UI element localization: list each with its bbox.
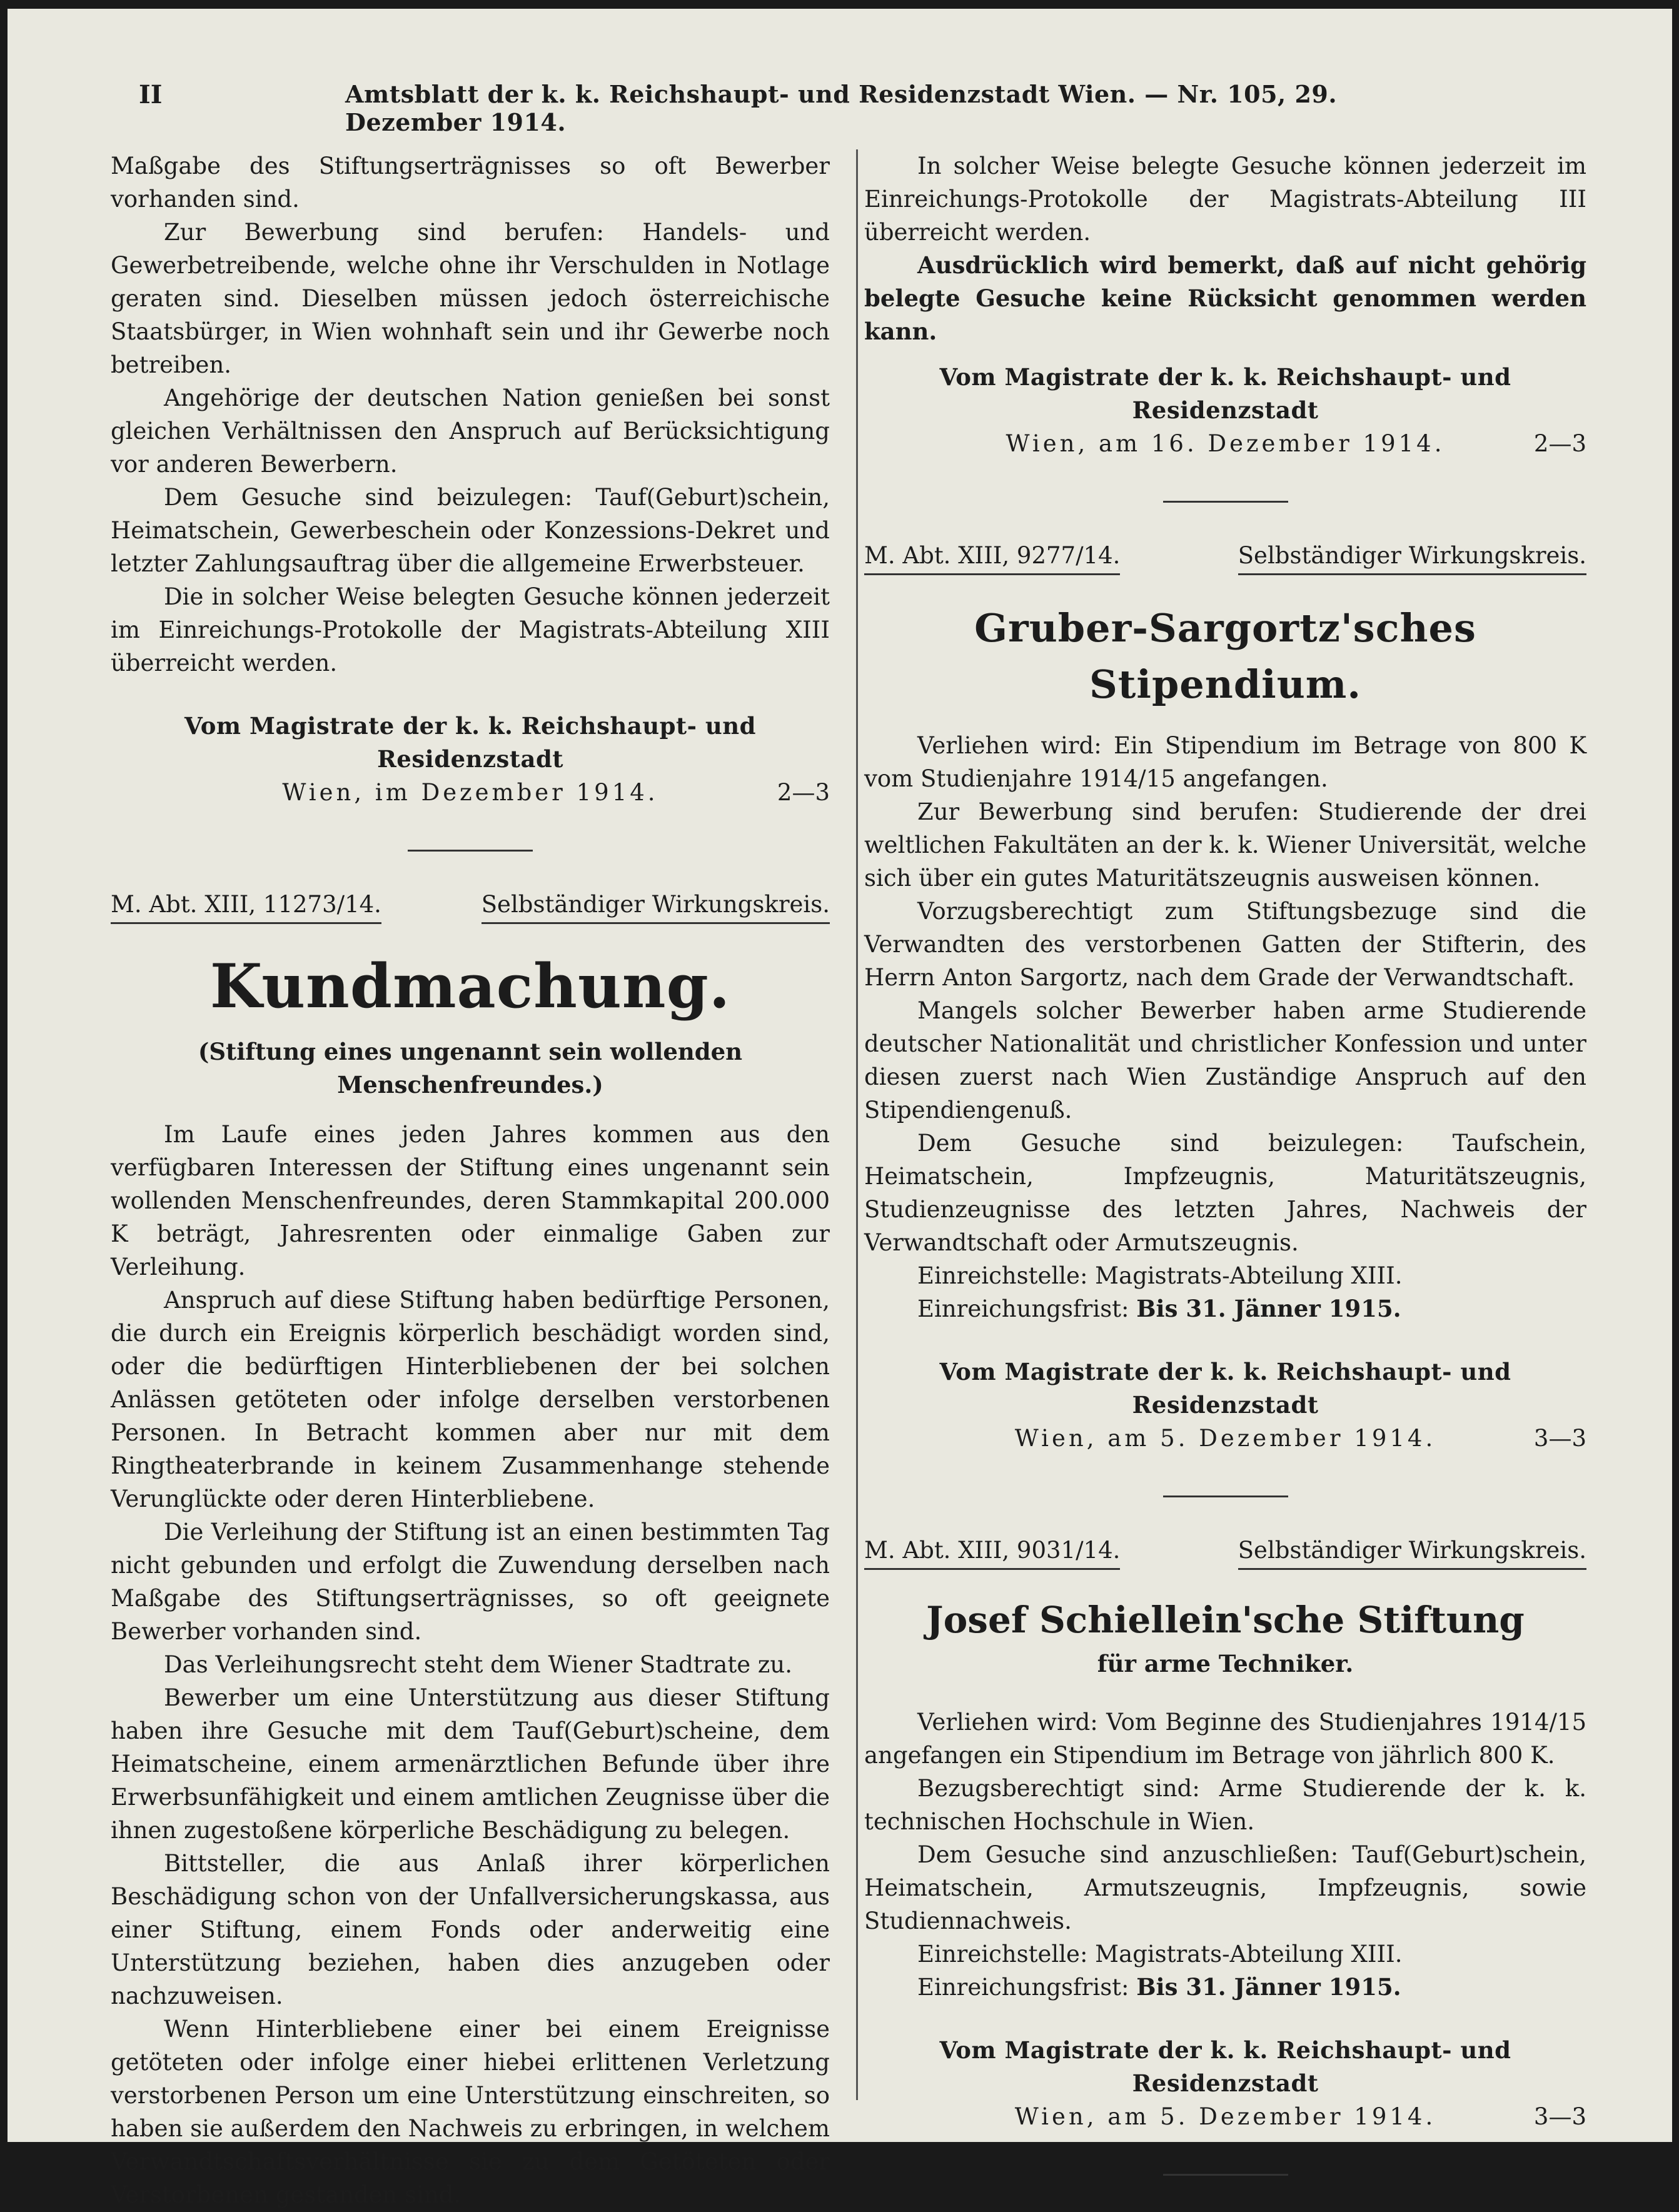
place-date: Wien, im Dezember 1914. (282, 779, 658, 806)
paragraph: Mangels solcher Bewerber haben arme Studierende deutscher Nationalität und christlicher Konfession und unter diesen zuerst nach Wien Zuständige Anspruch auf den Stipendiengenuß. (864, 997, 1586, 1124)
paragraph: Dem Gesuche sind beizulegen: Taufschein, Heimatschein, Impfzeugnis, Maturitätszeugnis, Studienzeugnisse des letzten Jahres, Nachweis der Verwandtschaft oder Armutszeugnis. (864, 1130, 1586, 1256)
signature-place (111, 776, 830, 811)
place-date: Wien, am 5. Dezember 1914. (1014, 2103, 1436, 2130)
paragraph: Zur Bewerbung sind berufen: Studierende der drei weltlichen Fakultäten an der k. k. Wiener Universität, welche sich über ein gutes Maturitätszeugnis ausweisen können. (864, 798, 1586, 892)
right-column (864, 149, 1586, 2212)
separator (1163, 1496, 1288, 1497)
notice-title: Kundmachung. (209, 951, 731, 1022)
paragraph: In solcher Weise belegte Gesuche können jederzeit im Einreichungs-Protokolle der Magistrats-Abteilung III überreicht werden. (864, 153, 1586, 246)
paragraph: Bewerber um eine Unterstützung aus dieser Stiftung haben ihre Gesuche mit dem Tauf(Geburt)scheine, dem Heimatscheine, einem armenärztlichen Befunde über ihre Erwerbsunfähigkeit und einem amtlichen Zeugnisse über die ihnen zugestoßene körperliche Beschädigung zu belegen. (111, 1684, 830, 1844)
signature-line: Vom Magistrate der k. k. Reichshaupt- und Residenzstadt (939, 1358, 1511, 1419)
scope-label: Selbständiger Wirkungskreis. (482, 888, 830, 924)
paragraph: Einreichstelle: Magistrats-Abteilung XIII. (917, 1941, 1403, 1968)
separator (1163, 501, 1288, 503)
signature-line: Vom Magistrate der k. k. Reichshaupt- und Residenzstadt (184, 712, 757, 773)
paragraph: Dem Gesuche sind anzuschließen: Tauf(Geburt)schein, Heimatschein, Armutszeugnis, Impfzeugnis, sowie Studiennachweis. (864, 1841, 1586, 1934)
column-rule (856, 149, 858, 2100)
separator (408, 850, 533, 852)
scope-label: Selbständiger Wirkungskreis. (1238, 539, 1586, 575)
deadline-label: Einreichungsfrist: (917, 1974, 1129, 2001)
deadline-date: Bis 31. Jänner 1915. (1136, 1973, 1401, 2001)
signature-line: Vom Magistrate der k. k. Reichshaupt- und Residenzstadt (939, 2036, 1511, 2097)
paragraph: Die in solcher Weise belegten Gesuche können jederzeit im Einreichungs-Protokolle der Magistrats-Abteilung XIII überreicht werden. (111, 583, 830, 676)
paragraph-bold: Ausdrücklich wird bemerkt, daß auf nicht gehörig belegte Gesuche keine Rücksicht genommen werden kann. (864, 251, 1586, 345)
deadline-label: Einreichungsfrist: (917, 1295, 1129, 1322)
notice-refline (111, 888, 830, 924)
file-number: M. Abt. XIII, 9031/14. (864, 1534, 1120, 1570)
left-column (111, 149, 830, 2211)
signature-place (864, 1422, 1586, 1457)
paragraph: Maßgabe des Stiftungserträgnisses so oft Bewerber vorhanden sind. (111, 153, 830, 213)
notice-title: Josef Schiellein'sche Stiftung (926, 1599, 1525, 1641)
deadline-paragraph (864, 1292, 1586, 1325)
issue-ref: 3—3 (1533, 2103, 1586, 2130)
paragraph: Zur Bewerbung sind berufen: Handels- und Gewerbetreibende, welche ohne ihr Verschulden in Notlage geraten sind. Dieselben müssen jedoch österreichische Staatsbürger, in Wien wohnhaft sein und ihr Gewerbe noch betreiben. (111, 219, 830, 378)
signature-place (864, 427, 1586, 462)
paragraph: Dem Gesuche sind beizulegen: Tauf(Geburt)schein, Heimatschein, Gewerbeschein oder Konzessions-Dekret und letzter Zahlungsauftrag über die allgemeine Erwerbsteuer. (111, 484, 830, 577)
paragraph: Bezugsberechtigt sind: Arme Studierende der k. k. technischen Hochschule in Wien. (864, 1775, 1586, 1835)
deadline-paragraph (864, 1971, 1586, 2004)
paragraph: Im Laufe eines jeden Jahres kommen aus den verfügbaren Interessen der Stiftung eines ungenannt sein wollenden Menschenfreundes, deren Stammkapital 200.000 K beträgt, Jahresrenten oder einmalige Gaben zur Verleihung. (111, 1121, 830, 1280)
notice-title: Gruber-Sargortz'sches Stipendium. (974, 605, 1476, 707)
place-date: Wien, am 16. Dezember 1914. (1006, 430, 1445, 457)
paragraph: Angehörige der deutschen Nation genießen bei sonst gleichen Verhältnissen den Anspruch auf Berücksichtigung vor anderen Bewerbern. (111, 385, 830, 478)
newspaper-page (8, 9, 1672, 2208)
notice-refline (864, 1534, 1586, 1570)
paragraph: Verliehen wird: Vom Beginne des Studienjahres 1914/15 angefangen ein Stipendium im Betrage von jährlich 800 K. (864, 1709, 1586, 1769)
file-number: M. Abt. XIII, 9277/14. (864, 539, 1120, 575)
paragraph: Anspruch auf diese Stiftung haben bedürftige Personen, die durch ein Ereignis körperlich beschädigt worden sind, oder die bedürftigen Hinterbliebenen der bei solchen Anlässen getöteten oder infolge derselben verstorbenen Personen. In Betracht kommen aber nur mit dem Ringtheaterbrande in keinem Zusammenhange stehende Verunglückte oder deren Hinterbliebene. (111, 1287, 830, 1512)
page-header (133, 76, 1371, 136)
issue-ref: 2—3 (777, 779, 830, 806)
notice-refline (864, 539, 1586, 575)
header-title: Amtsblatt der k. k. Reichshaupt- und Residenzstadt Wien. — Nr. 105, 29. Dezember 1914. (345, 80, 1338, 136)
notice-subtitle: (Stiftung eines ungenannt sein wollenden Menschenfreundes.) (198, 1038, 743, 1098)
file-number: M. Abt. XIII, 11273/14. (111, 888, 381, 924)
paragraph: Die Verleihung der Stiftung ist an einen bestimmten Tag nicht gebunden und erfolgt die Zuwendung derselben nach Maßgabe des Stiftungserträgnisses, so oft geeignete Bewerber vorhanden sind. (111, 1519, 830, 1645)
paragraph: Wenn Hinterbliebene einer bei einem Ereignisse getöteten oder infolge einer hiebei erlittenen Verletzung verstorbenen Person um eine Unterstützung einschreiten, so haben sie außerdem den Nachweis zu erbringen, in welchem Verwandtschaftsverhältnisse sie zu dem Getöteten oder Verstorbenen gestanden sind. (111, 2016, 830, 2208)
issue-ref: 2—3 (1533, 430, 1586, 457)
deadline-date: Bis 31. Jänner 1915. (1136, 1295, 1401, 1322)
notice-subtitle: für arme Techniker. (1097, 1650, 1354, 1677)
paragraph: Das Verleihungsrecht steht dem Wiener Stadtrate zu. (164, 1651, 792, 1678)
page-number: II (139, 80, 163, 109)
paragraph: Einreichstelle: Magistrats-Abteilung XIII. (917, 1262, 1403, 1289)
scope-label: Selbständiger Wirkungskreis. (1238, 1534, 1586, 1570)
issue-ref: 3—3 (1533, 1425, 1586, 1452)
signature-line: Vom Magistrate der k. k. Reichshaupt- und Residenzstadt (939, 363, 1511, 424)
signature-place (864, 2100, 1586, 2135)
paragraph: Vorzugsberechtigt zum Stiftungsbezuge sind die Verwandten des verstorbenen Gatten der Stifterin, des Herrn Anton Sargortz, nach dem Grade der Verwandtschaft. (864, 898, 1586, 991)
paragraph: Bittsteller, die aus Anlaß ihrer körperlichen Beschädigung schon von der Unfallversicherungskassa, aus einer Stiftung, einem Fonds oder anderweitig eine Unterstützung beziehen, haben dies anzugeben oder nachzuweisen. (111, 1850, 830, 2009)
separator (1163, 2174, 1288, 2176)
paragraph: Verliehen wird: Ein Stipendium im Betrage von 800 K vom Studienjahre 1914/15 angefangen. (864, 732, 1586, 792)
place-date: Wien, am 5. Dezember 1914. (1014, 1425, 1436, 1452)
